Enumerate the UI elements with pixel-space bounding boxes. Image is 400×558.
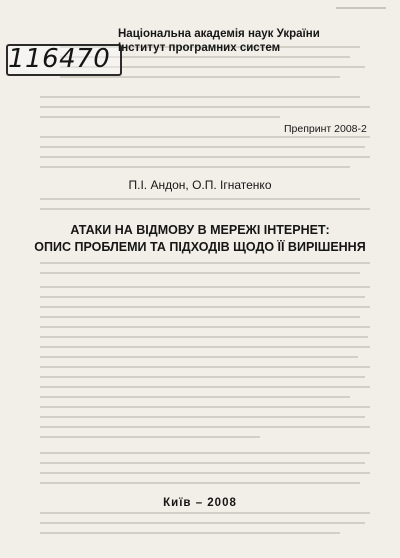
corner-mark: [334, 4, 394, 14]
city-year: Київ – 2008: [163, 497, 237, 509]
institution-header: [118, 27, 320, 55]
preprint-number: Препринт 2008-2: [284, 123, 367, 135]
title-line-2: ОПИС ПРОБЛЕМИ ТА ПІДХОДІВ ЩОДО ЇЇ ВИРІШЕННЯ: [34, 240, 366, 254]
title-line-1: АТАКИ НА ВІДМОВУ В МЕРЕЖІ ІНТЕРНЕТ:: [70, 223, 330, 237]
authors: П.І. Андон, О.П. Ігнатенко: [128, 178, 272, 192]
document-title: [0, 222, 400, 256]
inventory-stamp-number: 116470: [8, 44, 111, 74]
institute-name: Інститут програмних систем: [118, 42, 281, 54]
academy-name: Національна академія наук України: [118, 28, 320, 40]
